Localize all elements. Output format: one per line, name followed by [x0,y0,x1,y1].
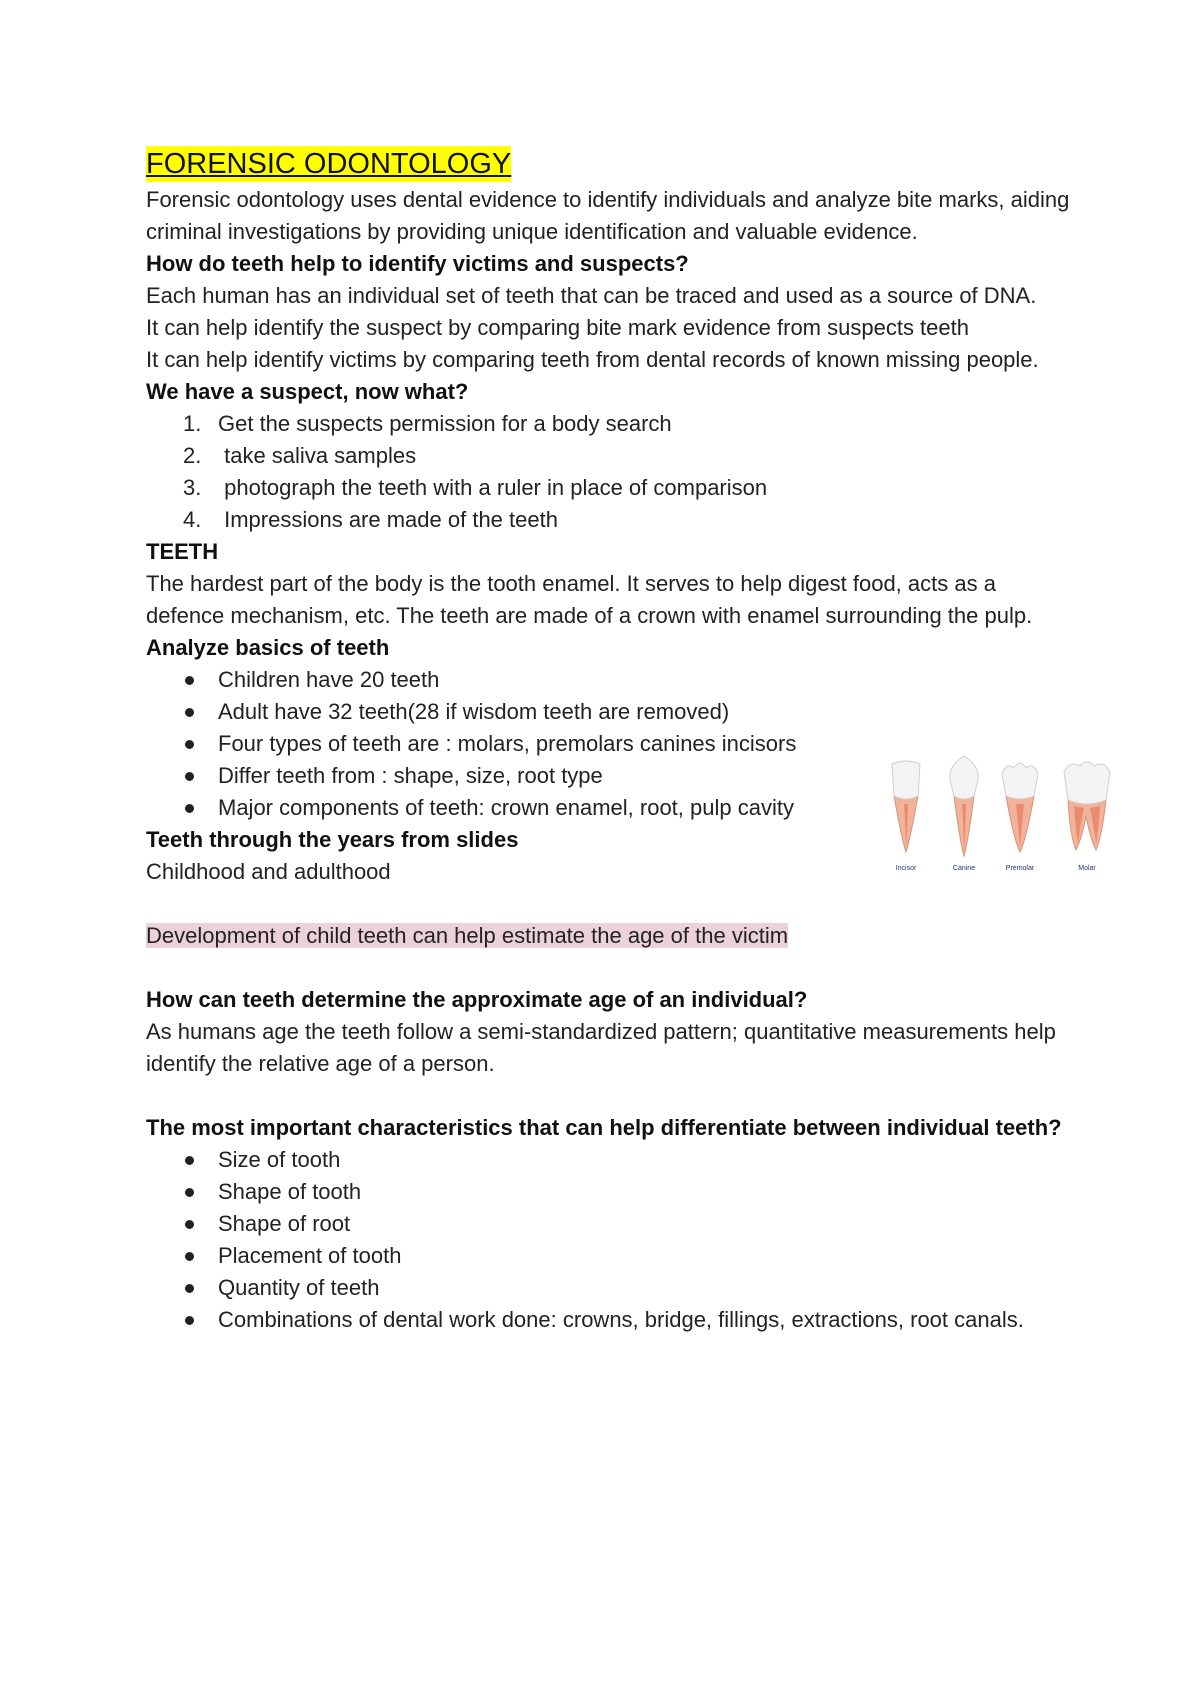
list-number: 2. [183,443,202,468]
list-item [146,504,1076,536]
document-body [146,146,1076,1336]
bullet-icon [185,1316,194,1325]
paragraph-victims: It can help identify victims by comparing teeth from dental records of known missing people. [146,347,1039,372]
list-item [146,664,1076,696]
bullet-icon [185,1188,194,1197]
list-item-text: Children have 20 teeth [218,667,440,692]
paragraph-dna: Each human has an individual set of teeth that can be traced and used as a source of DNA. [146,283,1037,308]
blank-line [146,952,1076,984]
paragraph-age: As humans age the teeth follow a semi-standardized pattern; quantitative measurements help identify the relative age of a person. [146,1019,1056,1076]
list-item-text: take saliva samples [218,443,417,468]
blank-line [146,1080,1076,1112]
list-item-text: photograph the teeth with a ruler in place of comparison [218,475,768,500]
bullet-icon [185,1284,194,1293]
incisor-tooth-icon [892,761,920,852]
list-item [146,1272,1076,1304]
bullet-icon [185,676,194,685]
bullet-icon [185,1156,194,1165]
list-item-text: Size of tooth [218,1147,341,1172]
blank-line [146,888,1076,920]
section-heading-characteristics: The most important characteristics that can help differentiate between individual teeth? [146,1115,1062,1140]
list-item [146,1240,1076,1272]
list-item-text: Get the suspects permission for a body search [218,411,672,436]
list-number: 1. [183,411,202,436]
bullet-icon [185,740,194,749]
molar-tooth-icon [1064,762,1110,850]
bullet-icon [185,772,194,781]
list-number: 3. [183,475,202,500]
section-heading-basics: Analyze basics of teeth [146,635,390,660]
list-number: 4. [183,507,202,532]
premolar-label: Premolar [1005,865,1035,872]
list-item [146,1304,1076,1336]
section-heading-age: How can teeth determine the approximate age of an individual? [146,987,808,1012]
canine-label: Canine [952,865,976,872]
list-item-text: Impressions are made of the teeth [218,507,558,532]
list-item-text: Major components of teeth: crown enamel, root, pulp cavity [218,795,794,820]
highlighted-note: Development of child teeth can help estimate the age of the victim [146,923,789,948]
list-item-text: Placement of tooth [218,1243,402,1268]
list-item-text: Differ teeth from : shape, size, root type [218,763,603,788]
paragraph-teeth: The hardest part of the body is the tooth enamel. It serves to help digest food, acts as a defence mechanism, etc. The teeth are made of a crown with enamel surrounding the pulp. [146,571,1033,628]
premolar-tooth-icon [1002,763,1038,852]
list-item-text: Shape of root [218,1211,351,1236]
incisor-label: Incisor [895,865,917,872]
section-heading-suspect: We have a suspect, now what? [146,379,469,404]
list-item-text: Shape of tooth [218,1179,362,1204]
bullet-icon [185,804,194,813]
bullet-icon [185,708,194,717]
list-item-text: Adult have 32 teeth(28 if wisdom teeth are removed) [218,699,730,724]
section-heading-teeth: TEETH [146,539,219,564]
canine-tooth-icon [950,756,978,856]
bullet-list-characteristics [146,1144,1076,1336]
document-title: FORENSIC ODONTOLOGY [146,148,512,180]
teeth-types-figure [880,756,1134,876]
paragraph-suspect: It can help identify the suspect by comparing bite mark evidence from suspects teeth [146,315,969,340]
list-item [146,696,1076,728]
list-item-text: Quantity of teeth [218,1275,380,1300]
molar-label: Molar [1078,865,1096,872]
numbered-list-suspect-steps [146,408,1076,536]
list-item-text: Combinations of dental work done: crowns, bridge, fillings, extractions, root canals. [218,1307,1024,1332]
list-item-text: Four types of teeth are : molars, premolars canines incisors [218,731,797,756]
paragraph-childhood: Childhood and adulthood [146,859,391,884]
list-item [146,1208,1076,1240]
list-item [146,440,1076,472]
section-heading-identify: How do teeth help to identify victims and suspects? [146,251,689,276]
list-item [146,408,1076,440]
list-item [146,472,1076,504]
section-heading-years: Teeth through the years from slides [146,827,519,852]
bullet-icon [185,1252,194,1261]
list-item [146,1176,1076,1208]
intro-paragraph: Forensic odontology uses dental evidence to identify individuals and analyze bite marks, aiding criminal investigations by providing unique identification and valuable evidence. [146,187,1070,244]
list-item [146,1144,1076,1176]
bullet-icon [185,1220,194,1229]
